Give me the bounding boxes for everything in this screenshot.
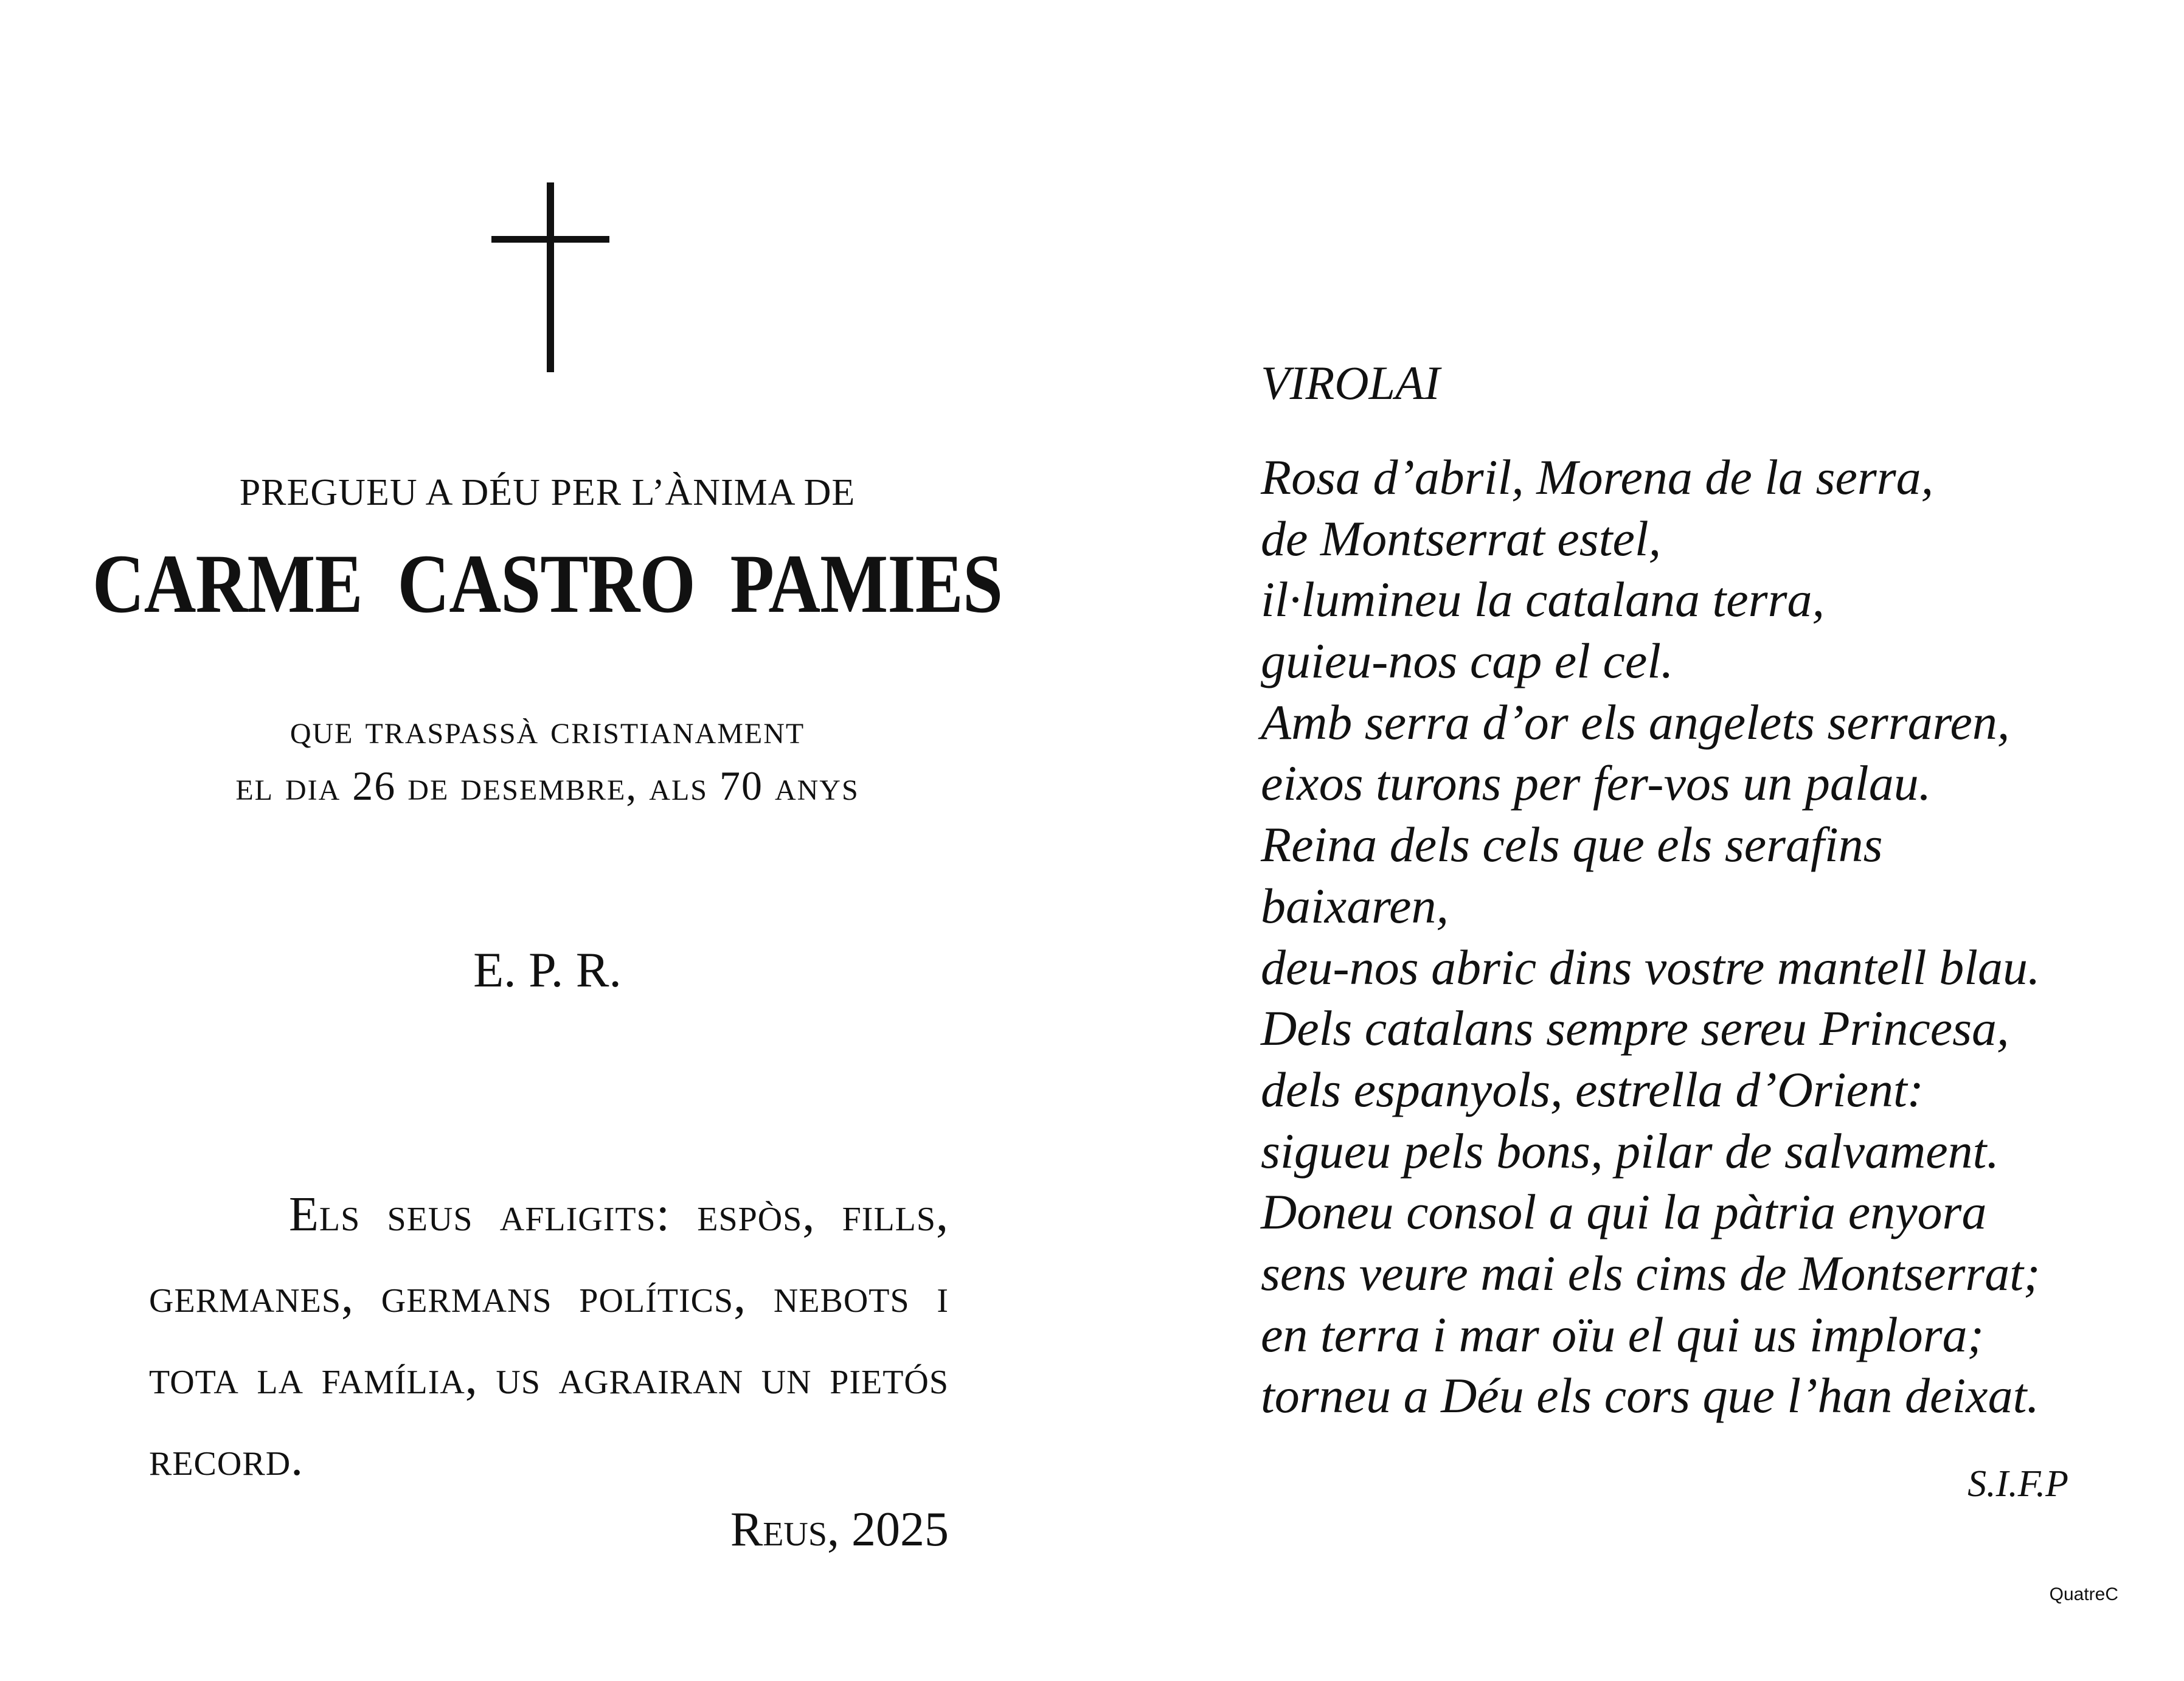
deceased-name: CARME CASTRO PAMIES [92, 537, 1003, 630]
poem-line: torneu a Déu els cors que l’han deixat. [1261, 1368, 2039, 1424]
prayer-line: PREGUEU A DÉU PER L’ÀNIMA DE [239, 472, 856, 513]
poem-line: de Montserrat estel, [1261, 510, 1662, 566]
poem-line: Amb serra d’or els angelets serraren, [1261, 694, 2010, 750]
poem-line: Reina dels cels que els serafins [1261, 817, 1883, 873]
place-and-year: Reus, 2025 [730, 1503, 949, 1556]
poem-line: sigueu pels bons, pilar de salvament. [1261, 1123, 1999, 1179]
poem-line: Dels catalans sempre sereu Princesa, [1261, 1000, 2009, 1056]
death-notice-line-1: que traspassà cristianament [289, 706, 805, 752]
poem-line: sens veure mai els cims de Montserrat; [1261, 1245, 2040, 1301]
cross-icon-vertical-bar [547, 182, 554, 372]
poem-line: guieu-nos cap el cel. [1261, 633, 1674, 689]
poem-line: deu-nos abric dins vostre mantell blau. [1261, 939, 2040, 995]
poem-signature: S.I.F.P [1967, 1463, 2068, 1505]
memorial-card-right-panel [1095, 0, 2184, 1681]
death-notice-line-2: el dia 26 de desembre, als 70 anys [235, 763, 859, 809]
poem-line: Doneu consol a qui la pàtria enyora [1261, 1184, 1987, 1240]
poem-line: eixos turons per fer-vos un palau. [1261, 755, 1932, 811]
cross-icon [491, 182, 609, 372]
poem-line: Rosa d’abril, Morena de la serra, [1261, 449, 1934, 505]
poem-line: en terra i mar oïu el qui us implora; [1261, 1306, 1984, 1362]
poem-text [1261, 447, 2143, 1427]
mourners-paragraph: Els seus afligits: espòs, fills, germanes, germans polítics, nebots i tota la família, us agrairan un pietós record. [149, 1188, 949, 1486]
poem-line: baixaren, [1261, 878, 1449, 934]
rest-in-peace-abbreviation: E. P. R. [473, 942, 622, 997]
cross-icon-horizontal-bar [491, 236, 609, 243]
poem-title: VIROLAI [1261, 356, 1440, 409]
printer-mark: QuatreC [2049, 1584, 2118, 1604]
poem-line: il·lumineu la catalana terra, [1261, 572, 1825, 628]
poem-line: dels espanyols, estrella d’Orient: [1261, 1061, 1924, 1117]
